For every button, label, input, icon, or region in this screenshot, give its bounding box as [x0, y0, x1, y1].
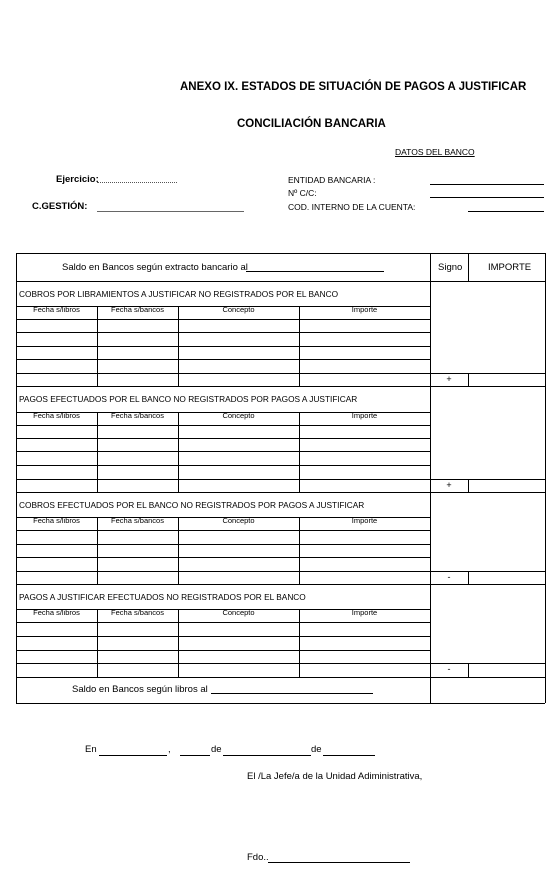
row-line [16, 306, 430, 307]
bank-data-label: DATOS DEL BANCO [395, 147, 475, 157]
table-border-top [16, 253, 545, 254]
section-label: PAGOS A JUSTIFICAR EFECTUADOS NO REGISTRADOS POR EL BANCO [19, 592, 306, 602]
footer-fdo: Fdo.. [247, 852, 269, 863]
section-label: COBROS EFECTUADOS POR EL BANCO NO REGISTRADOS POR PAGOS A JUSTIFICAR [19, 500, 365, 510]
section-label: COBROS POR LIBRAMIENTOS A JUSTIFICAR NO REGISTRADOS POR EL BANCO [19, 289, 339, 299]
row-line [16, 544, 430, 545]
row-line [16, 465, 430, 466]
section-divider [16, 386, 545, 387]
year-field[interactable] [323, 755, 375, 756]
signo-header: Signo [438, 262, 463, 273]
importe-header: IMPORTE [488, 262, 532, 273]
section-sign: - [447, 664, 451, 674]
bank-statement-date-field[interactable] [246, 271, 384, 272]
importe-column-divider [468, 253, 469, 281]
column-header: Importe [351, 608, 378, 617]
row-line [16, 636, 430, 637]
column-line [299, 306, 300, 386]
gestion-label: C.GESTIÓN: [32, 201, 88, 212]
row-line [16, 359, 430, 360]
row-line [16, 346, 430, 347]
cc-label: Nº C/C: [288, 188, 317, 198]
sign-row-divider [468, 663, 469, 677]
signo-column-divider [430, 253, 431, 703]
column-header: Concepto [222, 516, 255, 525]
column-header: Fecha s/libros [33, 411, 80, 420]
row-line [16, 373, 430, 374]
row-line [16, 438, 430, 439]
ejercicio-label: Ejercicio: [56, 174, 99, 185]
page-subtitle: CONCILIACIÓN BANCARIA [237, 118, 386, 130]
books-balance-label: Saldo en Bancos según libros al [72, 684, 208, 695]
column-line [97, 609, 98, 677]
column-line [178, 412, 179, 492]
day-field[interactable] [180, 755, 210, 756]
column-header: Fecha s/bancos [111, 608, 164, 617]
row-line [16, 451, 430, 452]
footer-de-2: de [311, 744, 322, 755]
column-line [178, 306, 179, 386]
section-sign: - [447, 572, 451, 582]
column-header: Fecha s/libros [33, 305, 80, 314]
row-line [16, 412, 430, 413]
entidad-field[interactable] [430, 184, 544, 185]
row-line [16, 622, 430, 623]
gestion-field[interactable] [97, 211, 244, 212]
section-divider [16, 492, 545, 493]
books-balance-date-field[interactable] [211, 693, 373, 694]
column-header: Concepto [222, 305, 255, 314]
month-field[interactable] [223, 755, 311, 756]
footer-en: En [85, 744, 97, 755]
column-header: Importe [351, 516, 378, 525]
cod-field[interactable] [468, 211, 544, 212]
row-line [16, 650, 430, 651]
section-sign: + [446, 480, 452, 490]
section-importe-cell[interactable] [470, 572, 543, 583]
table-border-right [545, 253, 546, 703]
row-line [16, 517, 430, 518]
row-line [16, 609, 430, 610]
footer-de-1: de [211, 744, 222, 755]
row-line [16, 663, 430, 664]
column-header: Fecha s/libros [33, 608, 80, 617]
footer-comma: , [168, 744, 171, 755]
column-header: Fecha s/libros [33, 516, 80, 525]
bank-statement-balance-label: Saldo en Bancos según extracto bancario al [62, 262, 248, 273]
signatory-title: El /La Jefe/a de la Unidad Adiministrativa, [247, 771, 423, 782]
signature-field[interactable] [268, 862, 410, 863]
section-importe-cell[interactable] [470, 664, 543, 676]
page-title: ANEXO IX. ESTADOS DE SITUACIÓN DE PAGOS A JUSTIFICAR [180, 81, 527, 93]
ejercicio-field[interactable] [97, 182, 177, 183]
row-line [16, 530, 430, 531]
row-line [16, 319, 430, 320]
column-header: Concepto [222, 411, 255, 420]
column-line [299, 609, 300, 677]
section-label: PAGOS EFECTUADOS POR EL BANCO NO REGISTRADOS POR PAGOS A JUSTIFICAR [19, 394, 358, 404]
column-header: Fecha s/bancos [111, 305, 164, 314]
section-divider [16, 677, 545, 678]
column-line [299, 412, 300, 492]
row-line [16, 479, 430, 480]
header-row-divider [16, 281, 545, 282]
section-importe-cell[interactable] [470, 374, 543, 385]
column-line [178, 517, 179, 584]
row-line [16, 425, 430, 426]
column-header: Fecha s/bancos [111, 516, 164, 525]
column-line [299, 517, 300, 584]
table-border-bottom [16, 703, 545, 704]
sign-row-divider [468, 373, 469, 386]
row-line [16, 571, 430, 572]
row-line [16, 332, 430, 333]
column-line [97, 517, 98, 584]
entidad-label: ENTIDAD BANCARIA : [288, 175, 376, 185]
column-line [178, 609, 179, 677]
sign-row-divider [468, 571, 469, 584]
column-header: Concepto [222, 608, 255, 617]
cc-field[interactable] [430, 197, 544, 198]
column-header: Importe [351, 305, 378, 314]
place-field[interactable] [99, 755, 167, 756]
section-sign: + [446, 374, 452, 384]
cod-label: COD. INTERNO DE LA CUENTA: [288, 202, 416, 212]
column-header: Fecha s/bancos [111, 411, 164, 420]
section-divider [16, 584, 545, 585]
column-line [97, 412, 98, 492]
section-importe-cell[interactable] [470, 480, 543, 491]
row-line [16, 557, 430, 558]
sign-row-divider [468, 479, 469, 492]
column-line [97, 306, 98, 386]
column-header: Importe [351, 411, 378, 420]
